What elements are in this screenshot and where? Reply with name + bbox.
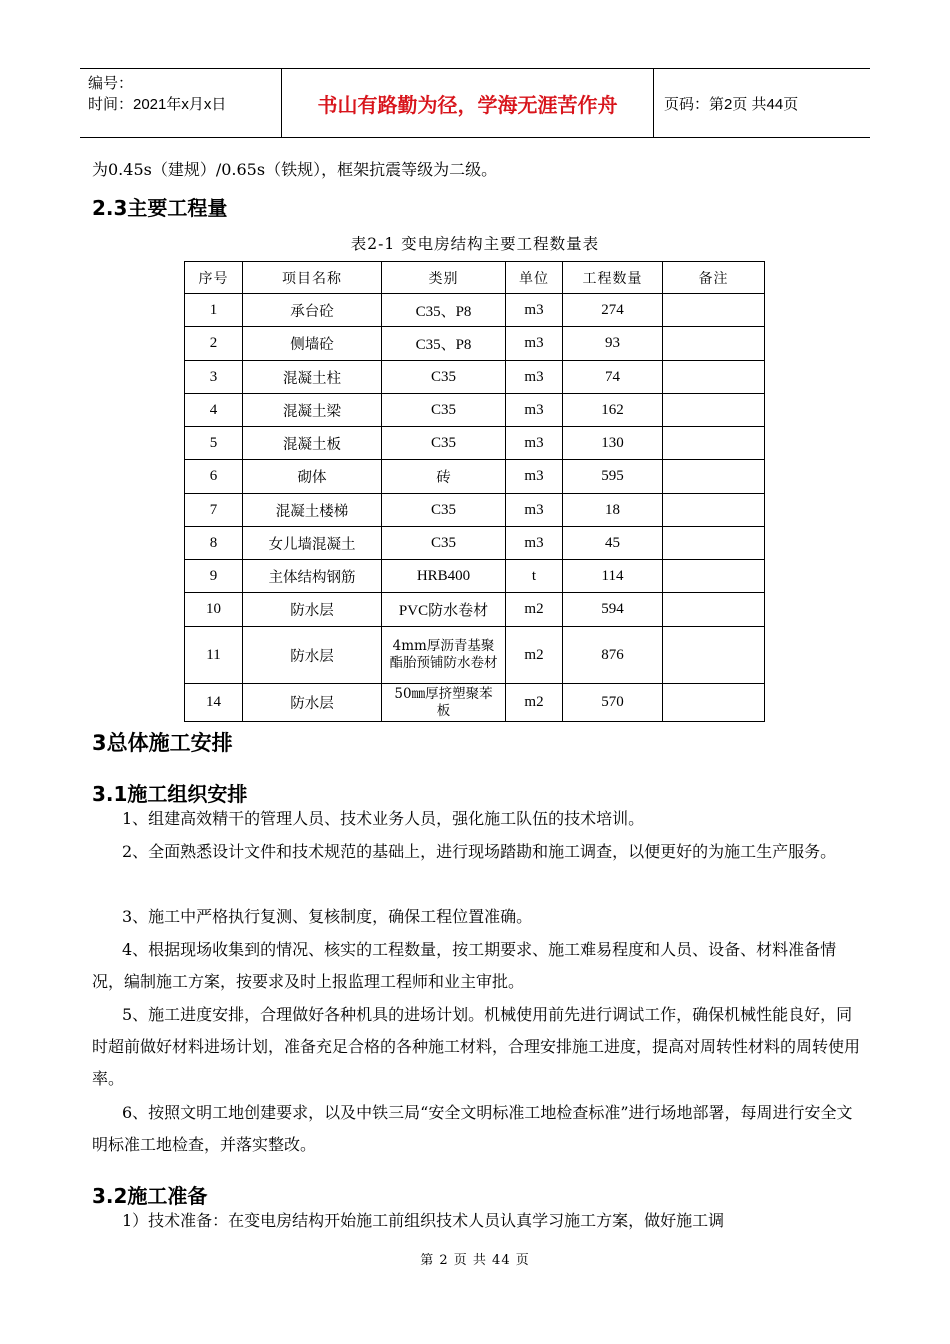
- cell-index: 11: [185, 627, 243, 684]
- cell-quantity: 18: [563, 494, 663, 527]
- cell-quantity: 114: [563, 560, 663, 593]
- col-header-quantity: 工程数量: [563, 262, 663, 294]
- cell-quantity: 74: [563, 361, 663, 394]
- cell-category: C35、P8: [382, 327, 506, 361]
- cell-item-name: 防水层: [243, 627, 382, 684]
- cell-unit: m3: [506, 494, 563, 527]
- cell-index: 7: [185, 494, 243, 527]
- cell-unit: m3: [506, 294, 563, 327]
- cell-item-name: 防水层: [243, 684, 382, 722]
- col-header-item-name: 项目名称: [243, 262, 382, 294]
- cell-quantity: 595: [563, 460, 663, 494]
- cell-item-name: 主体结构钢筋: [243, 560, 382, 593]
- cell-remarks: [663, 494, 765, 527]
- cell-unit: m3: [506, 327, 563, 361]
- table-row: [185, 684, 765, 722]
- cell-remarks: [663, 593, 765, 627]
- cell-unit: t: [506, 560, 563, 593]
- table-row: [185, 294, 765, 327]
- table-row: [185, 527, 765, 560]
- cell-category: HRB400: [382, 560, 506, 593]
- cell-unit: m3: [506, 427, 563, 460]
- cell-item-name: 砌体: [243, 460, 382, 494]
- cell-remarks: [663, 684, 765, 722]
- table-row: [185, 593, 765, 627]
- intro-line: 为0.45s（建规）/0.65s（铁规），框架抗震等级为二级。: [92, 160, 498, 179]
- table-row: [185, 494, 765, 527]
- cell-category: 砖: [382, 460, 506, 494]
- cell-index: 1: [185, 294, 243, 327]
- col-header-index: 序号: [185, 262, 243, 294]
- col-header-unit: 单位: [506, 262, 563, 294]
- cell-unit: m3: [506, 361, 563, 394]
- cell-index: 2: [185, 327, 243, 361]
- cell-index: 14: [185, 684, 243, 722]
- cell-quantity: 876: [563, 627, 663, 684]
- cell-remarks: [663, 394, 765, 427]
- table-header-row: [185, 262, 765, 294]
- paragraph-item-6: 6、按照文明工地创建要求，以及中铁三局“安全文明标准工地检查标准”进行场地部署，每周进行安全文明标准工地检查，并落实整改。: [92, 1103, 853, 1154]
- cell-unit: m3: [506, 460, 563, 494]
- section-3-1-title: 3.1施工组织安排: [92, 782, 248, 806]
- cell-quantity: 274: [563, 294, 663, 327]
- cell-item-name: 混凝土柱: [243, 361, 382, 394]
- page-footer: 第 2 页 共 44 页: [420, 1253, 530, 1268]
- col-header-category: 类别: [382, 262, 506, 294]
- header-info-cell: [80, 69, 282, 137]
- table-caption: 表2-1 变电房结构主要工程数量表: [350, 235, 600, 253]
- cell-unit: m2: [506, 684, 563, 722]
- cell-category: C35: [382, 427, 506, 460]
- cell-category: C35: [382, 527, 506, 560]
- cell-unit: m2: [506, 627, 563, 684]
- cell-item-name: 混凝土楼梯: [243, 494, 382, 527]
- cell-category: PVC防水卷材: [382, 593, 506, 627]
- cell-item-name: 承台砼: [243, 294, 382, 327]
- cell-quantity: 570: [563, 684, 663, 722]
- cell-category: C35: [382, 394, 506, 427]
- cell-unit: m2: [506, 593, 563, 627]
- section-3-2-title: 3.2施工准备: [92, 1184, 208, 1208]
- cell-quantity: 93: [563, 327, 663, 361]
- paragraph-item-2: 2、全面熟悉设计文件和技术规范的基础上，进行现场踏勘和施工调查，以便更好的为施工生产服务。: [122, 842, 837, 861]
- cell-quantity: 594: [563, 593, 663, 627]
- cell-index: 5: [185, 427, 243, 460]
- cell-category: C35: [382, 494, 506, 527]
- paragraph-item-4: 4、根据现场收集到的情况、核实的工程数量，按工期要求、施工难易程度和人员、设备、材料准备情况，编制施工方案，按要求及时上报监理工程师和业主审批。: [92, 940, 837, 991]
- header-motto: 书山有路勤为径，学海无涯苦作舟: [282, 69, 654, 137]
- section-3-title: 3总体施工安排: [92, 731, 233, 755]
- paragraph-tech-prep: 1）技术准备：在变电房结构开始施工前组织技术人员认真学习施工方案，做好施工调: [122, 1211, 725, 1230]
- cell-unit: m3: [506, 527, 563, 560]
- cell-remarks: [663, 327, 765, 361]
- paragraph-item-5: 5、施工进度安排，合理做好各种机具的进场计划。机械使用前先进行调试工作，确保机械性能良好，同时超前做好材料进场计划，准备充足合格的各种施工材料，合理安排施工进度，提高对周转性材料的周转使用率。: [92, 1005, 861, 1088]
- cell-unit: m3: [506, 394, 563, 427]
- cell-category: 4mm厚沥青基聚酯胎预铺防水卷材: [382, 627, 506, 684]
- number-label: 编号：: [88, 75, 134, 92]
- section-2-3-title: 2.3主要工程量: [92, 196, 228, 220]
- cell-category: C35、P8: [382, 294, 506, 327]
- time-label: 时间：2021年x月x日: [88, 96, 227, 113]
- cell-remarks: [663, 460, 765, 494]
- cell-index: 9: [185, 560, 243, 593]
- table-row: [185, 560, 765, 593]
- cell-index: 3: [185, 361, 243, 394]
- table-row: [185, 427, 765, 460]
- table-row: [185, 327, 765, 361]
- table-row: [185, 627, 765, 684]
- cell-category: 50㎜厚挤塑聚苯板: [382, 684, 506, 722]
- header-page-code: 页码：第2页 共44页: [664, 95, 799, 113]
- cell-category: C35: [382, 361, 506, 394]
- cell-index: 6: [185, 460, 243, 494]
- cell-item-name: 混凝土板: [243, 427, 382, 460]
- cell-item-name: 侧墙砼: [243, 327, 382, 361]
- table-row: [185, 361, 765, 394]
- cell-quantity: 45: [563, 527, 663, 560]
- cell-quantity: 162: [563, 394, 663, 427]
- cell-remarks: [663, 560, 765, 593]
- table-row: [185, 460, 765, 494]
- page-header: [80, 68, 870, 138]
- quantity-table: [184, 261, 765, 722]
- cell-index: 10: [185, 593, 243, 627]
- paragraph-item-3: 3、施工中严格执行复测、复核制度，确保工程位置准确。: [122, 907, 533, 926]
- cell-remarks: [663, 627, 765, 684]
- cell-remarks: [663, 527, 765, 560]
- cell-remarks: [663, 294, 765, 327]
- col-header-remarks: 备注: [663, 262, 765, 294]
- cell-index: 4: [185, 394, 243, 427]
- cell-index: 8: [185, 527, 243, 560]
- cell-item-name: 混凝土梁: [243, 394, 382, 427]
- cell-remarks: [663, 427, 765, 460]
- paragraph-item-1: 1、组建高效精干的管理人员、技术业务人员，强化施工队伍的技术培训。: [122, 809, 645, 828]
- cell-item-name: 女儿墙混凝土: [243, 527, 382, 560]
- cell-remarks: [663, 361, 765, 394]
- cell-item-name: 防水层: [243, 593, 382, 627]
- table-row: [185, 394, 765, 427]
- cell-quantity: 130: [563, 427, 663, 460]
